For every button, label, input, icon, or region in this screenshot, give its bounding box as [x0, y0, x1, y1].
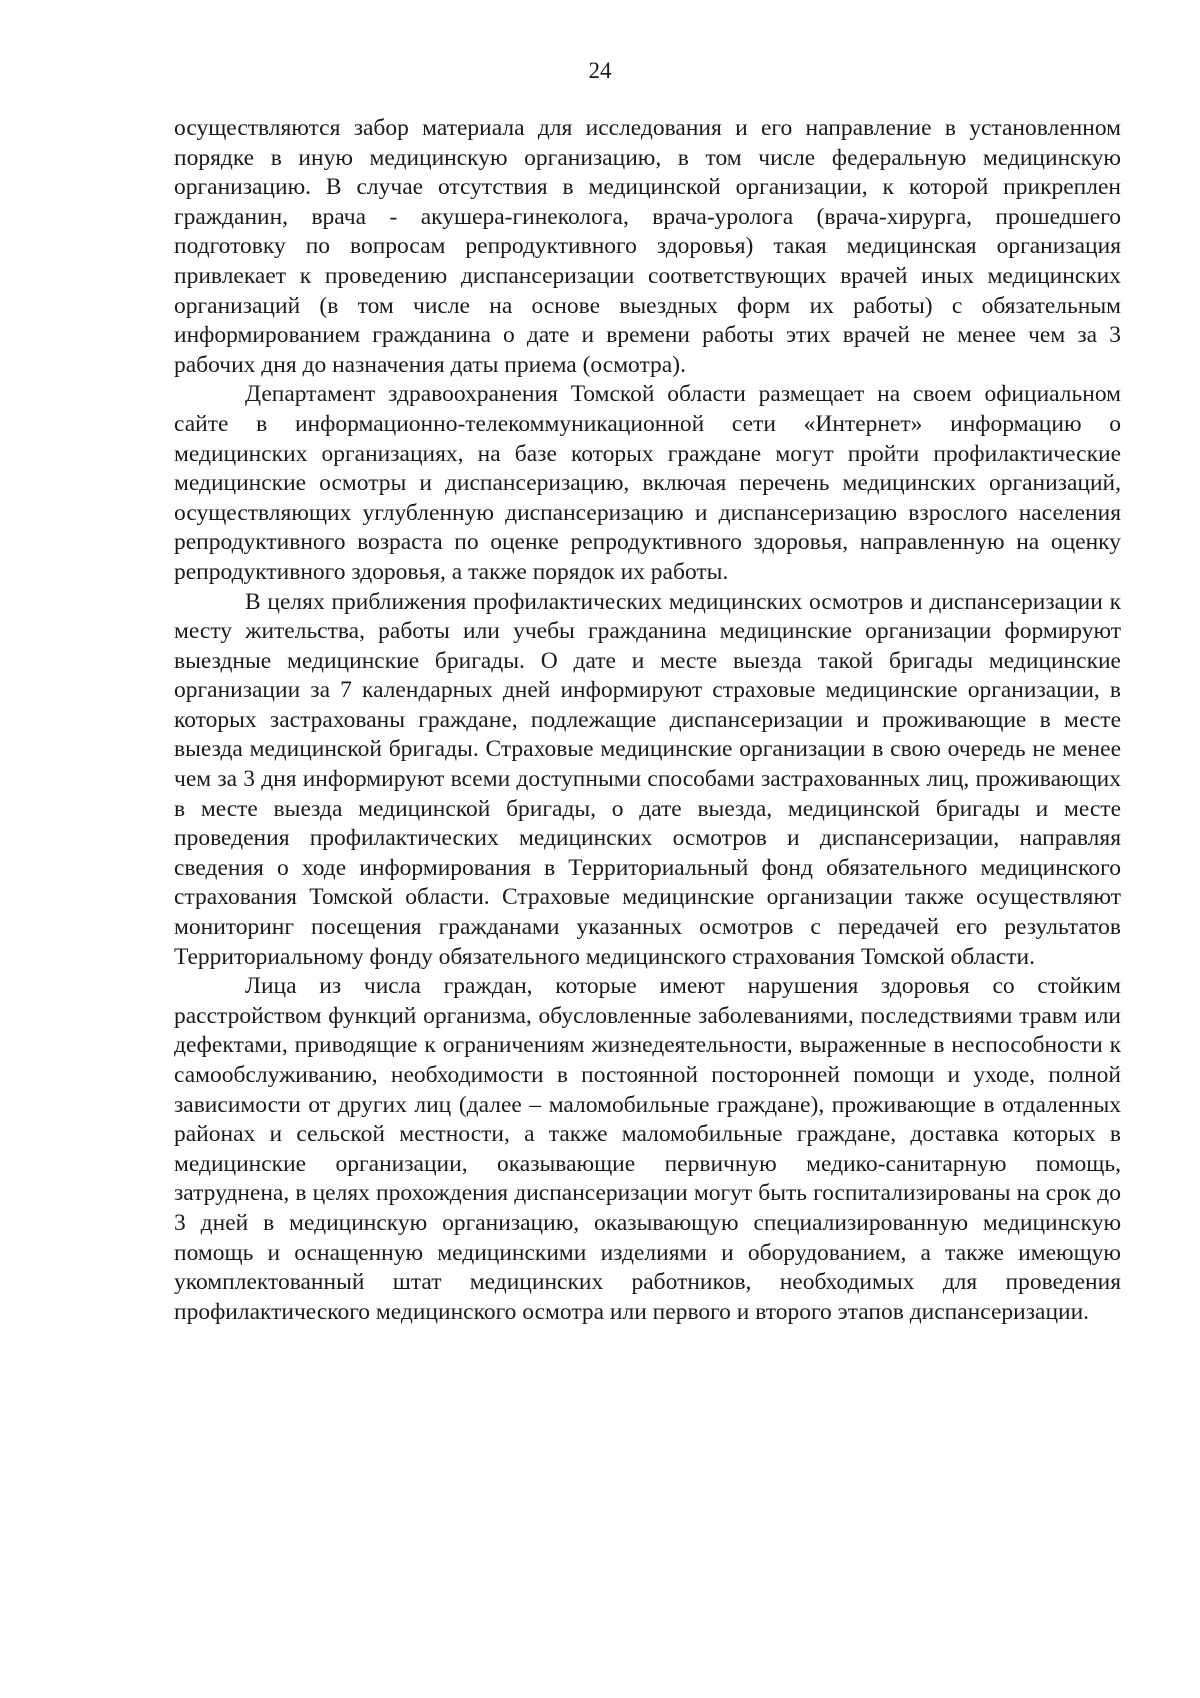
paragraph-mobile-brigades: В целях приближения профилактических медицинских осмотров и диспансеризации к месту жительства, работы или учебы гражданина медицинские организации формируют выездные медицинские бригады. О дате и месте выезда такой бригады медицинские организации за 7 календарных дней информируют страховые медицинские организации, в которых застрахованы граждане, подлежащие диспансеризации и проживающие в месте выезда медицинской бригады. Страховые медицинские организации в свою очередь не менее чем за 3 дня информируют всеми доступными способами застрахованных лиц, проживающих в месте выезда медицинской бригады, о дате выезда, медицинской бригады и месте проведения профилактических медицинских осмотров и диспансеризации, направляя сведения о ходе информирования в Территориальный фонд обязательного медицинского страхования Томской области. Страховые медицинские организации также осуществляют мониторинг посещения гражданами указанных осмотров с передачей его результатов Территориальному фонду обязательного медицинского страхования Томской области.: [174, 588, 1121, 970]
paragraph-low-mobility-citizens: Лица из числа граждан, которые имеют нарушения здоровья со стойким расстройством функций организма, обусловленные заболеваниями, последствиями травм или дефектами, приводящие к ограничениям жизнедеятельности, выраженные в неспособности к самообслуживанию, необходимости в постоянной посторонней помощи и уходе, полной зависимости от других лиц (далее – маломобильные граждане), проживающие в отдаленных районах и сельской местности, а также маломобильные граждане, доставка которых в медицинские организации, оказывающие первичную медико-санитарную помощь, затруднена, в целях прохождения диспансеризации могут быть госпитализированы на срок до 3 дней в медицинскую организацию, оказывающую специализированную медицинскую помощь и оснащенную медицинскими изделиями и оборудованием, а также имеющую укомплектованный штат медицинских работников, необходимых для проведения профилактического медицинского осмотра или первого и второго этапов диспансеризации.: [174, 973, 1121, 1325]
paragraph-department-info: Департамент здравоохранения Томской области размещает на своем официальном сайте в информационно-телекоммуникационной сети «Интернет» информацию о медицинских организациях, на базе которых граждане могут пройти профилактические медицинские осмотры и диспансеризацию, включая перечень медицинских организаций, осуществляющих углубленную диспансеризацию и диспансеризацию взрослого населения репродуктивного возраста по оценке репродуктивного здоровья, направленную на оценку репродуктивного здоровья, а также порядок их работы.: [174, 381, 1121, 585]
document-body: [174, 114, 1121, 1327]
paragraph-continuation: осуществляются забор материала для исследования и его направление в установленном порядке в иную медицинскую организацию, в том числе федеральную медицинскую организацию. В случае отсутствия в медицинской организации, к которой прикреплен гражданин, врача - акушера-гинеколога, врача-уролога (врача-хирурга, прошедшего подготовку по вопросам репродуктивного здоровья) такая медицинская организация привлекает к проведению диспансеризации соответствующих врачей иных медицинских организаций (в том числе на основе выездных форм их работы) с обязательным информированием гражданина о дате и времени работы этих врачей не менее чем за 3 рабочих дня до назначения даты приема (осмотра).: [174, 115, 1121, 378]
page-number: 24: [588, 58, 612, 83]
